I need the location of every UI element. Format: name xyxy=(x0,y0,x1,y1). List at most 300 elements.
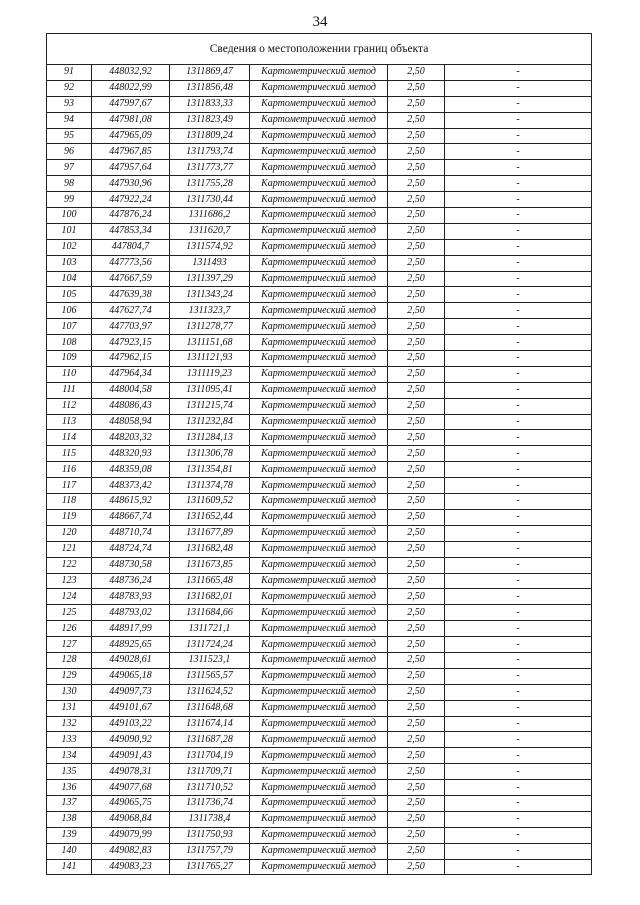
method-cell: Картометрический метод xyxy=(250,843,388,859)
x-coordinate-cell: 448373,42 xyxy=(92,478,170,494)
x-coordinate-cell: 448004,58 xyxy=(92,382,170,398)
accuracy-cell: 2,50 xyxy=(388,271,445,287)
table-row xyxy=(47,208,592,224)
point-number-cell: 110 xyxy=(47,366,92,382)
y-coordinate-cell: 1311773,77 xyxy=(170,160,250,176)
y-coordinate-cell: 1311757,79 xyxy=(170,843,250,859)
y-coordinate-cell: 1311687,28 xyxy=(170,732,250,748)
point-number-cell: 139 xyxy=(47,827,92,843)
table-row xyxy=(47,462,592,478)
note-cell: - xyxy=(445,621,592,637)
y-coordinate-cell: 1311493 xyxy=(170,255,250,271)
note-cell: - xyxy=(445,160,592,176)
x-coordinate-cell: 449091,43 xyxy=(92,748,170,764)
point-number-cell: 122 xyxy=(47,557,92,573)
point-number-cell: 102 xyxy=(47,239,92,255)
table-row xyxy=(47,446,592,462)
method-cell: Картометрический метод xyxy=(250,128,388,144)
point-number-cell: 119 xyxy=(47,509,92,525)
y-coordinate-cell: 1311709,71 xyxy=(170,764,250,780)
point-number-cell: 92 xyxy=(47,80,92,96)
table-row xyxy=(47,319,592,335)
x-coordinate-cell: 448022,99 xyxy=(92,80,170,96)
table-row xyxy=(47,605,592,621)
x-coordinate-cell: 449083,23 xyxy=(92,859,170,875)
table-row xyxy=(47,494,592,510)
accuracy-cell: 2,50 xyxy=(388,764,445,780)
note-cell: - xyxy=(445,239,592,255)
note-cell: - xyxy=(445,795,592,811)
accuracy-cell: 2,50 xyxy=(388,446,445,462)
note-cell: - xyxy=(445,732,592,748)
y-coordinate-cell: 1311682,01 xyxy=(170,589,250,605)
y-coordinate-cell: 1311665,48 xyxy=(170,573,250,589)
table-row xyxy=(47,255,592,271)
x-coordinate-cell: 447804,7 xyxy=(92,239,170,255)
table-row xyxy=(47,366,592,382)
method-cell: Картометрический метод xyxy=(250,557,388,573)
table-row xyxy=(47,795,592,811)
note-cell: - xyxy=(445,859,592,875)
accuracy-cell: 2,50 xyxy=(388,748,445,764)
x-coordinate-cell: 448783,93 xyxy=(92,589,170,605)
accuracy-cell: 2,50 xyxy=(388,652,445,668)
point-number-cell: 118 xyxy=(47,494,92,510)
note-cell: - xyxy=(445,430,592,446)
x-coordinate-cell: 448086,43 xyxy=(92,398,170,414)
note-cell: - xyxy=(445,287,592,303)
x-coordinate-cell: 447703,97 xyxy=(92,319,170,335)
table-row xyxy=(47,335,592,351)
point-number-cell: 95 xyxy=(47,128,92,144)
x-coordinate-cell: 447627,74 xyxy=(92,303,170,319)
method-cell: Картометрический метод xyxy=(250,764,388,780)
accuracy-cell: 2,50 xyxy=(388,668,445,684)
x-coordinate-cell: 447957,64 xyxy=(92,160,170,176)
note-cell: - xyxy=(445,128,592,144)
method-cell: Картометрический метод xyxy=(250,112,388,128)
x-coordinate-cell: 448615,92 xyxy=(92,494,170,510)
x-coordinate-cell: 447876,24 xyxy=(92,208,170,224)
accuracy-cell: 2,50 xyxy=(388,160,445,176)
note-cell: - xyxy=(445,557,592,573)
x-coordinate-cell: 449065,75 xyxy=(92,795,170,811)
method-cell: Картометрический метод xyxy=(250,398,388,414)
note-cell: - xyxy=(445,96,592,112)
y-coordinate-cell: 1311833,33 xyxy=(170,96,250,112)
method-cell: Картометрический метод xyxy=(250,589,388,605)
point-number-cell: 101 xyxy=(47,223,92,239)
accuracy-cell: 2,50 xyxy=(388,319,445,335)
note-cell: - xyxy=(445,573,592,589)
table-row xyxy=(47,764,592,780)
table-row xyxy=(47,96,592,112)
method-cell: Картометрический метод xyxy=(250,239,388,255)
accuracy-cell: 2,50 xyxy=(388,811,445,827)
note-cell: - xyxy=(445,509,592,525)
point-number-cell: 117 xyxy=(47,478,92,494)
y-coordinate-cell: 1311609,52 xyxy=(170,494,250,510)
x-coordinate-cell: 448925,65 xyxy=(92,637,170,653)
accuracy-cell: 2,50 xyxy=(388,478,445,494)
y-coordinate-cell: 1311730,44 xyxy=(170,192,250,208)
table-row xyxy=(47,65,592,81)
y-coordinate-cell: 1311736,74 xyxy=(170,795,250,811)
table-row xyxy=(47,811,592,827)
note-cell: - xyxy=(445,843,592,859)
point-number-cell: 98 xyxy=(47,176,92,192)
note-cell: - xyxy=(445,112,592,128)
method-cell: Картометрический метод xyxy=(250,494,388,510)
y-coordinate-cell: 1311674,14 xyxy=(170,716,250,732)
point-number-cell: 134 xyxy=(47,748,92,764)
note-cell: - xyxy=(445,605,592,621)
table-header-row xyxy=(47,34,592,65)
y-coordinate-cell: 1311306,78 xyxy=(170,446,250,462)
note-cell: - xyxy=(445,398,592,414)
note-cell: - xyxy=(445,335,592,351)
method-cell: Картометрический метод xyxy=(250,335,388,351)
table-row xyxy=(47,176,592,192)
note-cell: - xyxy=(445,652,592,668)
point-number-cell: 126 xyxy=(47,621,92,637)
accuracy-cell: 2,50 xyxy=(388,144,445,160)
point-number-cell: 113 xyxy=(47,414,92,430)
accuracy-cell: 2,50 xyxy=(388,255,445,271)
x-coordinate-cell: 447639,38 xyxy=(92,287,170,303)
point-number-cell: 128 xyxy=(47,652,92,668)
table-row xyxy=(47,509,592,525)
note-cell: - xyxy=(445,382,592,398)
note-cell: - xyxy=(445,144,592,160)
table-row xyxy=(47,637,592,653)
table-row xyxy=(47,351,592,367)
note-cell: - xyxy=(445,668,592,684)
y-coordinate-cell: 1311721,1 xyxy=(170,621,250,637)
x-coordinate-cell: 447964,34 xyxy=(92,366,170,382)
note-cell: - xyxy=(445,65,592,81)
y-coordinate-cell: 1311793,74 xyxy=(170,144,250,160)
y-coordinate-cell: 1311869,47 xyxy=(170,65,250,81)
point-number-cell: 96 xyxy=(47,144,92,160)
y-coordinate-cell: 1311278,77 xyxy=(170,319,250,335)
y-coordinate-cell: 1311232,84 xyxy=(170,414,250,430)
x-coordinate-cell: 449065,18 xyxy=(92,668,170,684)
point-number-cell: 115 xyxy=(47,446,92,462)
method-cell: Картометрический метод xyxy=(250,541,388,557)
point-number-cell: 111 xyxy=(47,382,92,398)
table-row xyxy=(47,192,592,208)
x-coordinate-cell: 449077,68 xyxy=(92,780,170,796)
y-coordinate-cell: 1311397,29 xyxy=(170,271,250,287)
x-coordinate-cell: 449097,73 xyxy=(92,684,170,700)
table-row xyxy=(47,303,592,319)
point-number-cell: 109 xyxy=(47,351,92,367)
accuracy-cell: 2,50 xyxy=(388,827,445,843)
method-cell: Картометрический метод xyxy=(250,430,388,446)
accuracy-cell: 2,50 xyxy=(388,589,445,605)
table-row xyxy=(47,827,592,843)
method-cell: Картометрический метод xyxy=(250,827,388,843)
method-cell: Картометрический метод xyxy=(250,446,388,462)
point-number-cell: 125 xyxy=(47,605,92,621)
y-coordinate-cell: 1311710,52 xyxy=(170,780,250,796)
table-row xyxy=(47,239,592,255)
note-cell: - xyxy=(445,748,592,764)
accuracy-cell: 2,50 xyxy=(388,780,445,796)
table-row xyxy=(47,287,592,303)
x-coordinate-cell: 447773,56 xyxy=(92,255,170,271)
table-row xyxy=(47,557,592,573)
note-cell: - xyxy=(445,192,592,208)
point-number-cell: 105 xyxy=(47,287,92,303)
table-row xyxy=(47,748,592,764)
x-coordinate-cell: 448320,93 xyxy=(92,446,170,462)
accuracy-cell: 2,50 xyxy=(388,128,445,144)
note-cell: - xyxy=(445,351,592,367)
x-coordinate-cell: 448736,24 xyxy=(92,573,170,589)
method-cell: Картометрический метод xyxy=(250,573,388,589)
accuracy-cell: 2,50 xyxy=(388,573,445,589)
x-coordinate-cell: 448730,58 xyxy=(92,557,170,573)
accuracy-cell: 2,50 xyxy=(388,509,445,525)
method-cell: Картометрический метод xyxy=(250,65,388,81)
accuracy-cell: 2,50 xyxy=(388,192,445,208)
point-number-cell: 131 xyxy=(47,700,92,716)
point-number-cell: 91 xyxy=(47,65,92,81)
y-coordinate-cell: 1311215,74 xyxy=(170,398,250,414)
y-coordinate-cell: 1311856,48 xyxy=(170,80,250,96)
y-coordinate-cell: 1311095,41 xyxy=(170,382,250,398)
y-coordinate-cell: 1311624,52 xyxy=(170,684,250,700)
method-cell: Картометрический метод xyxy=(250,621,388,637)
point-number-cell: 104 xyxy=(47,271,92,287)
note-cell: - xyxy=(445,255,592,271)
method-cell: Картометрический метод xyxy=(250,811,388,827)
y-coordinate-cell: 1311119,23 xyxy=(170,366,250,382)
method-cell: Картометрический метод xyxy=(250,509,388,525)
y-coordinate-cell: 1311677,89 xyxy=(170,525,250,541)
method-cell: Картометрический метод xyxy=(250,351,388,367)
table-row xyxy=(47,684,592,700)
y-coordinate-cell: 1311765,27 xyxy=(170,859,250,875)
point-number-cell: 114 xyxy=(47,430,92,446)
x-coordinate-cell: 448724,74 xyxy=(92,541,170,557)
note-cell: - xyxy=(445,827,592,843)
method-cell: Картометрический метод xyxy=(250,700,388,716)
y-coordinate-cell: 1311738,4 xyxy=(170,811,250,827)
boundary-table xyxy=(46,33,592,875)
method-cell: Картометрический метод xyxy=(250,271,388,287)
accuracy-cell: 2,50 xyxy=(388,351,445,367)
method-cell: Картометрический метод xyxy=(250,287,388,303)
note-cell: - xyxy=(445,303,592,319)
x-coordinate-cell: 449090,92 xyxy=(92,732,170,748)
accuracy-cell: 2,50 xyxy=(388,112,445,128)
method-cell: Картометрический метод xyxy=(250,478,388,494)
table-row xyxy=(47,843,592,859)
point-number-cell: 130 xyxy=(47,684,92,700)
point-number-cell: 133 xyxy=(47,732,92,748)
point-number-cell: 94 xyxy=(47,112,92,128)
accuracy-cell: 2,50 xyxy=(388,223,445,239)
point-number-cell: 103 xyxy=(47,255,92,271)
table-row xyxy=(47,80,592,96)
y-coordinate-cell: 1311652,44 xyxy=(170,509,250,525)
method-cell: Картометрический метод xyxy=(250,414,388,430)
note-cell: - xyxy=(445,780,592,796)
x-coordinate-cell: 447962,15 xyxy=(92,351,170,367)
point-number-cell: 124 xyxy=(47,589,92,605)
y-coordinate-cell: 1311823,49 xyxy=(170,112,250,128)
point-number-cell: 123 xyxy=(47,573,92,589)
point-number-cell: 99 xyxy=(47,192,92,208)
method-cell: Картометрический метод xyxy=(250,192,388,208)
table-row xyxy=(47,271,592,287)
note-cell: - xyxy=(445,271,592,287)
accuracy-cell: 2,50 xyxy=(388,80,445,96)
note-cell: - xyxy=(445,494,592,510)
point-number-cell: 137 xyxy=(47,795,92,811)
point-number-cell: 138 xyxy=(47,811,92,827)
point-number-cell: 107 xyxy=(47,319,92,335)
y-coordinate-cell: 1311620,7 xyxy=(170,223,250,239)
point-number-cell: 112 xyxy=(47,398,92,414)
method-cell: Картометрический метод xyxy=(250,716,388,732)
method-cell: Картометрический метод xyxy=(250,303,388,319)
point-number-cell: 106 xyxy=(47,303,92,319)
table-row xyxy=(47,668,592,684)
y-coordinate-cell: 1311284,13 xyxy=(170,430,250,446)
accuracy-cell: 2,50 xyxy=(388,732,445,748)
table-row xyxy=(47,700,592,716)
y-coordinate-cell: 1311704,19 xyxy=(170,748,250,764)
table-row xyxy=(47,716,592,732)
x-coordinate-cell: 447965,09 xyxy=(92,128,170,144)
note-cell: - xyxy=(445,589,592,605)
point-number-cell: 136 xyxy=(47,780,92,796)
x-coordinate-cell: 449079,99 xyxy=(92,827,170,843)
note-cell: - xyxy=(445,700,592,716)
point-number-cell: 120 xyxy=(47,525,92,541)
note-cell: - xyxy=(445,478,592,494)
table-row xyxy=(47,430,592,446)
x-coordinate-cell: 448793,02 xyxy=(92,605,170,621)
accuracy-cell: 2,50 xyxy=(388,716,445,732)
table-row xyxy=(47,573,592,589)
accuracy-cell: 2,50 xyxy=(388,462,445,478)
method-cell: Картометрический метод xyxy=(250,637,388,653)
table-row xyxy=(47,621,592,637)
x-coordinate-cell: 447853,34 xyxy=(92,223,170,239)
y-coordinate-cell: 1311648,68 xyxy=(170,700,250,716)
table-row xyxy=(47,780,592,796)
y-coordinate-cell: 1311673,85 xyxy=(170,557,250,573)
y-coordinate-cell: 1311151,68 xyxy=(170,335,250,351)
x-coordinate-cell: 449028,61 xyxy=(92,652,170,668)
accuracy-cell: 2,50 xyxy=(388,795,445,811)
page-number: 34 xyxy=(312,14,328,30)
accuracy-cell: 2,50 xyxy=(388,176,445,192)
note-cell: - xyxy=(445,80,592,96)
method-cell: Картометрический метод xyxy=(250,859,388,875)
y-coordinate-cell: 1311686,2 xyxy=(170,208,250,224)
method-cell: Картометрический метод xyxy=(250,144,388,160)
y-coordinate-cell: 1311809,24 xyxy=(170,128,250,144)
table-row xyxy=(47,478,592,494)
accuracy-cell: 2,50 xyxy=(388,525,445,541)
x-coordinate-cell: 447930,96 xyxy=(92,176,170,192)
y-coordinate-cell: 1311574,92 xyxy=(170,239,250,255)
note-cell: - xyxy=(445,446,592,462)
method-cell: Картометрический метод xyxy=(250,382,388,398)
accuracy-cell: 2,50 xyxy=(388,287,445,303)
method-cell: Картометрический метод xyxy=(250,684,388,700)
table-row xyxy=(47,223,592,239)
accuracy-cell: 2,50 xyxy=(388,859,445,875)
y-coordinate-cell: 1311755,28 xyxy=(170,176,250,192)
y-coordinate-cell: 1311374,78 xyxy=(170,478,250,494)
table-row xyxy=(47,589,592,605)
table-row xyxy=(47,652,592,668)
x-coordinate-cell: 448203,32 xyxy=(92,430,170,446)
accuracy-cell: 2,50 xyxy=(388,700,445,716)
y-coordinate-cell: 1311684,66 xyxy=(170,605,250,621)
table-row xyxy=(47,398,592,414)
y-coordinate-cell: 1311323,7 xyxy=(170,303,250,319)
table-row xyxy=(47,541,592,557)
note-cell: - xyxy=(445,811,592,827)
point-number-cell: 141 xyxy=(47,859,92,875)
table-row xyxy=(47,128,592,144)
note-cell: - xyxy=(445,414,592,430)
table-row xyxy=(47,160,592,176)
method-cell: Картометрический метод xyxy=(250,176,388,192)
note-cell: - xyxy=(445,716,592,732)
note-cell: - xyxy=(445,176,592,192)
y-coordinate-cell: 1311354,81 xyxy=(170,462,250,478)
note-cell: - xyxy=(445,684,592,700)
x-coordinate-cell: 448359,08 xyxy=(92,462,170,478)
note-cell: - xyxy=(445,637,592,653)
table-row xyxy=(47,144,592,160)
accuracy-cell: 2,50 xyxy=(388,541,445,557)
x-coordinate-cell: 449103,22 xyxy=(92,716,170,732)
accuracy-cell: 2,50 xyxy=(388,366,445,382)
point-number-cell: 135 xyxy=(47,764,92,780)
x-coordinate-cell: 447967,85 xyxy=(92,144,170,160)
accuracy-cell: 2,50 xyxy=(388,303,445,319)
method-cell: Картометрический метод xyxy=(250,319,388,335)
x-coordinate-cell: 448058,94 xyxy=(92,414,170,430)
accuracy-cell: 2,50 xyxy=(388,414,445,430)
table-row xyxy=(47,414,592,430)
y-coordinate-cell: 1311565,57 xyxy=(170,668,250,684)
y-coordinate-cell: 1311121,93 xyxy=(170,351,250,367)
x-coordinate-cell: 447923,15 xyxy=(92,335,170,351)
table-row xyxy=(47,859,592,875)
accuracy-cell: 2,50 xyxy=(388,684,445,700)
x-coordinate-cell: 449082,83 xyxy=(92,843,170,859)
x-coordinate-cell: 448710,74 xyxy=(92,525,170,541)
method-cell: Картометрический метод xyxy=(250,208,388,224)
x-coordinate-cell: 447981,08 xyxy=(92,112,170,128)
y-coordinate-cell: 1311750,93 xyxy=(170,827,250,843)
method-cell: Картометрический метод xyxy=(250,605,388,621)
accuracy-cell: 2,50 xyxy=(388,382,445,398)
method-cell: Картометрический метод xyxy=(250,160,388,176)
point-number-cell: 100 xyxy=(47,208,92,224)
